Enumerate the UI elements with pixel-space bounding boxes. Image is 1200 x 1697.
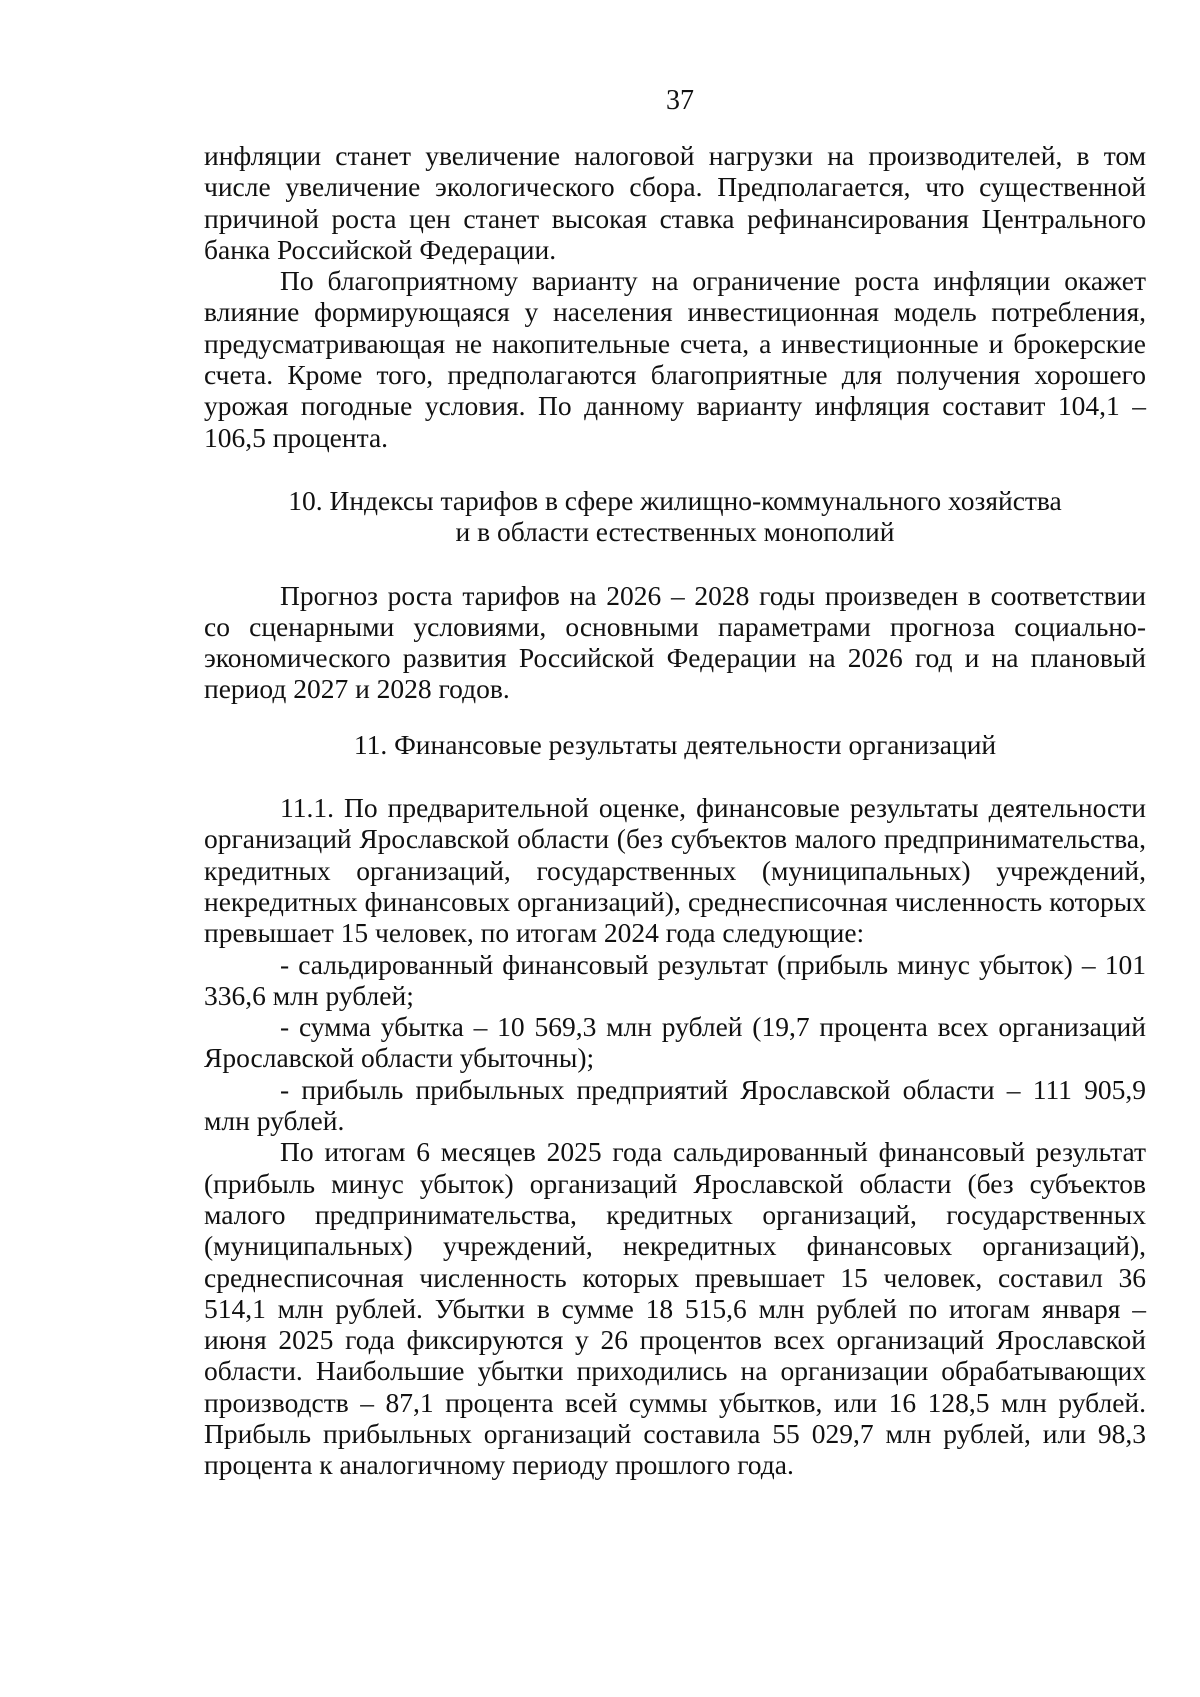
section-10-heading-line1: 10. Индексы тарифов в сфере жилищно-коммунального хозяйства [288, 484, 1062, 516]
list-item-loss-amount: - сумма убытка – 10 569,3 млн рублей (19,7 процента всех организаций Ярославской области убыточны); [204, 1011, 1146, 1074]
paragraph-tariff-forecast: Прогноз роста тарифов на 2026 – 2028 годы произведен в соответствии со сценарными условиями, основными параметрами прогноза социально-экономического развития Российской Федерации на 2026 год и на плановый период 2027 и 2028 годов. [204, 579, 1146, 705]
paragraph-favorable-scenario: По благоприятному варианту на ограничение роста инфляции окажет влияние формирующаяся у населения инвестиционная модель потребления, предусматривающая не накопительные счета, а инвестиционные и брокерские счета. Кроме того, предполагаются благоприятные для получения хорошего урожая погодные условия. По данному варианту инфляция составит 104,1 – 106,5 процента. [204, 265, 1146, 453]
section-10-heading-line2: и в области естественных монополий [455, 516, 895, 548]
list-item-balanced-result: - сальдированный финансовый результат (прибыль минус убыток) – 101 336,6 млн рублей; [204, 948, 1146, 1011]
section-11-heading: 11. Финансовые результаты деятельности организаций [353, 728, 997, 760]
paragraph-inflation-factors: инфляции станет увеличение налоговой нагрузки на производителей, в том числе увеличение экологического сбора. Предполагается, что существенной причиной роста цен станет высокая ставка рефинансирования Центрального банка Российской Федерации. [204, 140, 1146, 265]
list-item-profit-amount: - прибыль прибыльных предприятий Ярославской области – 111 905,9 млн рублей. [204, 1073, 1146, 1137]
page-number: 37 [666, 85, 694, 116]
document-body [204, 140, 1146, 1481]
paragraph-6-months-2025: По итогам 6 месяцев 2025 года сальдированный финансовый результат (прибыль минус убыток) организаций Ярославской области (без субъектов малого предпринимательства, кредитных организаций, государственных (муниципальных) учреждений, некредитных финансовых организаций), среднесписочная численность которых превышает 15 человек, составил 36 514,1 млн рублей. Убытки в сумме 18 515,6 млн рублей по итогам января – июня 2025 года фиксируются у 26 процентов всех организаций Ярославской области. Наибольшие убытки приходились на организации обрабатывающих производств – 87,1 процента всей суммы убытков, или 16 128,5 млн рублей. Прибыль прибыльных организаций составила 55 029,7 млн рублей, или 98,3 процента к аналогичному периоду прошлого года. [204, 1136, 1146, 1481]
paragraph-11-1: 11.1. По предварительной оценке, финансовые результаты деятельности организаций Ярославской области (без субъектов малого предпринимательства, кредитных организаций, государственных (муниципальных) учреждений, некредитных финансовых организаций), среднесписочная численность которых превышает 15 человек, по итогам 2024 года следующие: [204, 792, 1146, 949]
